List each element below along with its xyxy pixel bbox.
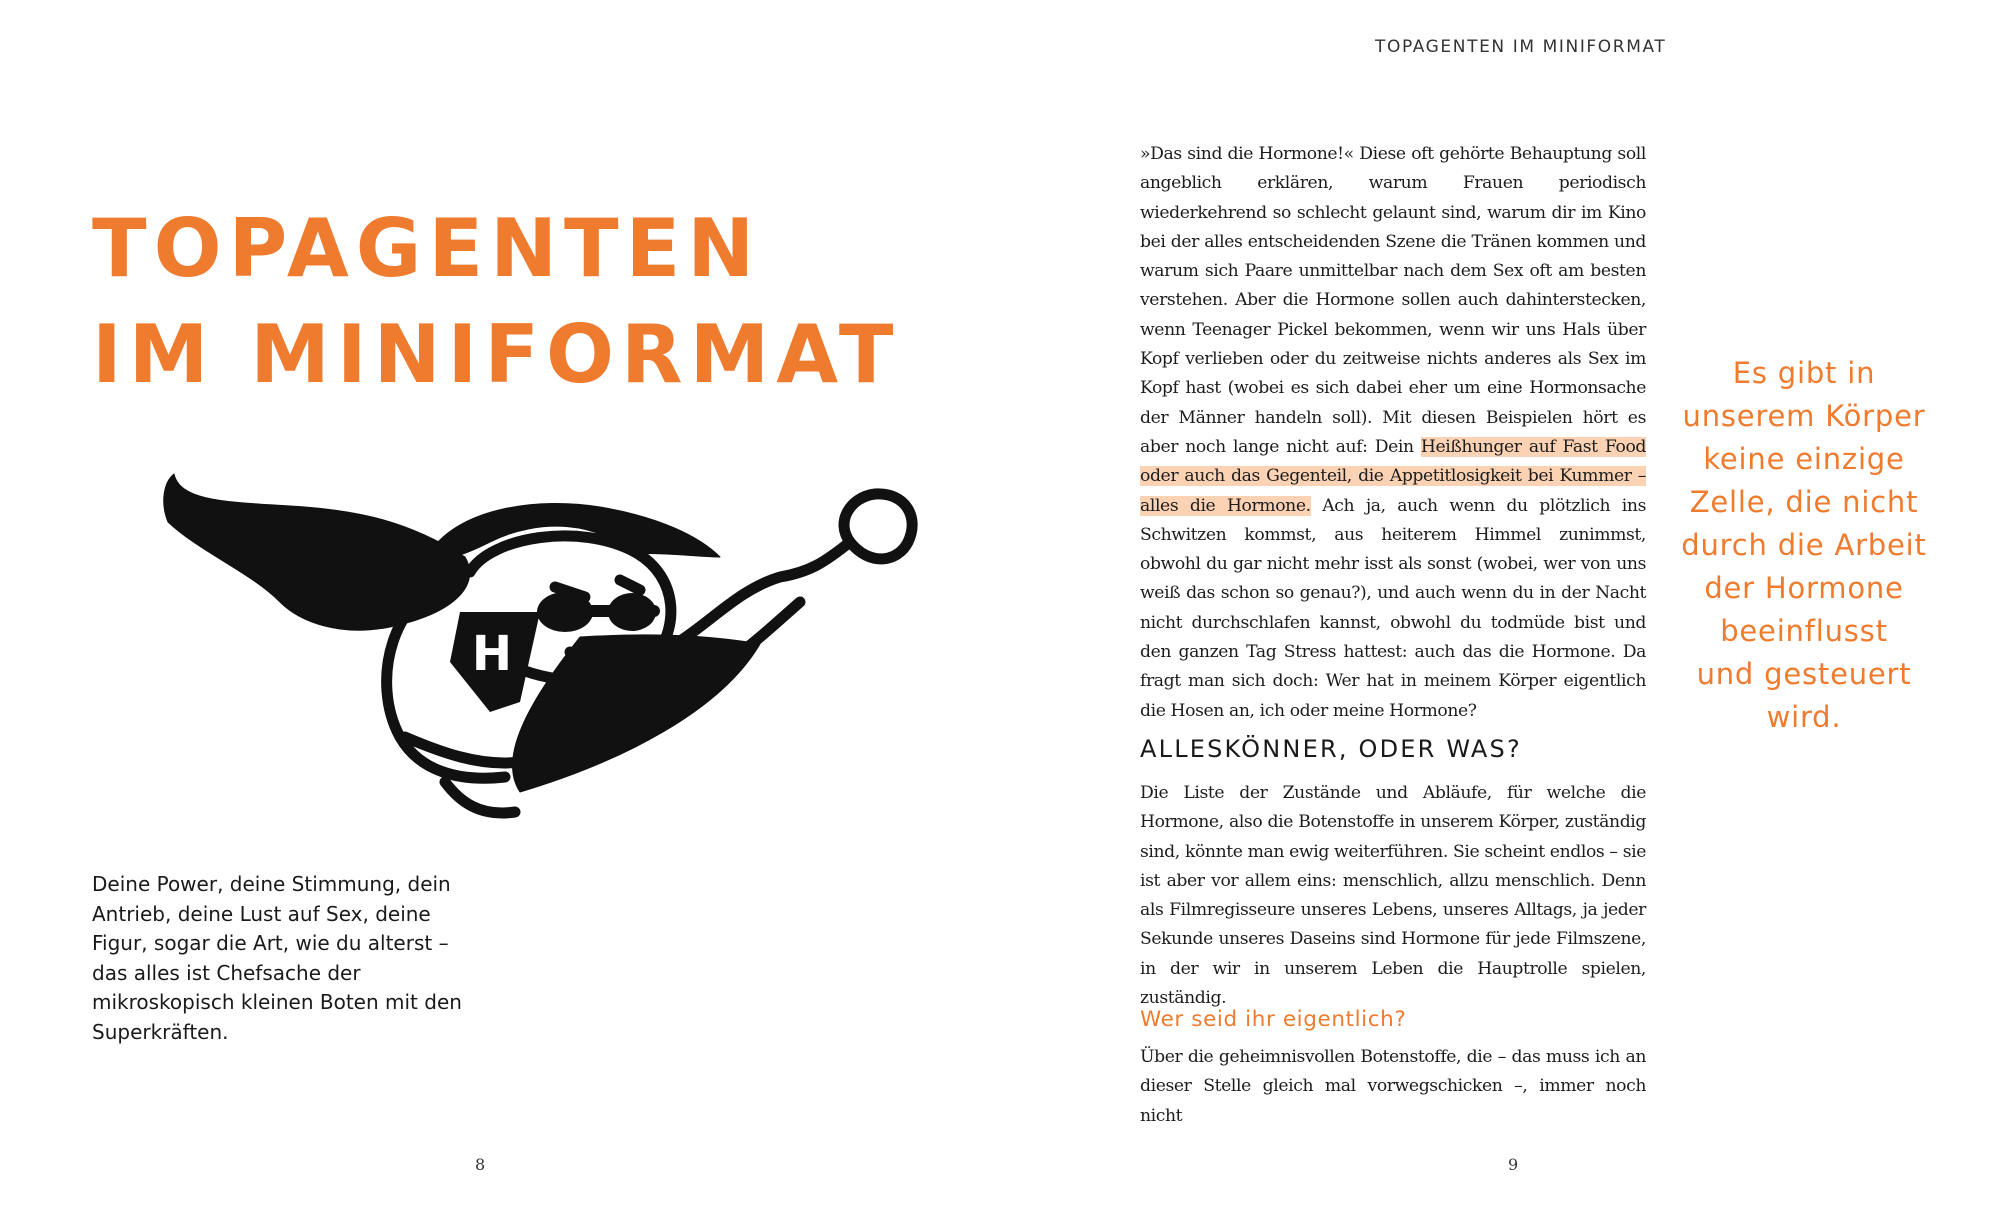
eyebrow-right xyxy=(620,580,640,590)
running-head: TOPAGENTEN IM MINIFORMAT xyxy=(1375,37,1667,57)
body-paragraph-1 xyxy=(1140,140,1646,726)
chapter-title-line-1: TOPAGENTEN xyxy=(92,202,762,295)
leg-lower-outline xyxy=(445,782,515,813)
pull-quote-line: und gesteuert xyxy=(1696,657,1912,691)
paragraph-1-text-a: »Das sind die Hormone!« Diese oft gehörte Behauptung soll angeblich erklären, warum Frauen periodisch wiederkehrend so schlecht gelaunt sind, warum dir im Kino bei der alles entscheidenden Szene die Tränen kommen und warum sich Paare unmittelbar nach dem Sex oft am besten verstehen. Aber die Hormone sollen auch dahinterstecken, wenn Teenager Pickel bekommen, wenn wir uns Hals über Kopf verlieben oder du zeitweise nichts anderes als Sex im Kopf hast (wobei es sich dabei eher um eine Hormonsache der Männer handeln soll). Mit diesen Beispielen hört es aber noch lange nicht auf: Dein xyxy=(1140,144,1646,457)
pull-quote xyxy=(1665,352,1943,739)
subsection-heading: Wer seid ihr eigentlich? xyxy=(1140,1007,1407,1032)
pull-quote-line: Es gibt in xyxy=(1732,356,1876,390)
right-page xyxy=(1000,0,2000,1212)
pull-quote-line: wird. xyxy=(1766,700,1842,734)
pull-quote-line: der Hormone xyxy=(1704,571,1904,605)
chapter-intro: Deine Power, deine Stimmung, dein Antrieb, deine Lust auf Sex, deine Figur, sogar die Art, wie du alterst – das alles ist Chefsache der mikroskopisch kleinen Boten mit den Superkräften. xyxy=(92,872,462,1044)
cape-lower-shape xyxy=(513,635,761,792)
chest-emblem-letter: H xyxy=(471,626,513,682)
cape-upper-shape xyxy=(164,474,470,630)
pull-quote-line: Zelle, die nicht xyxy=(1689,485,1919,519)
hair-shape xyxy=(430,503,720,557)
body-paragraph-2: Die Liste der Zustände und Abläufe, für welche die Hormone, also die Botenstoffe in unserem Körper, zuständig sind, könnte man ewig weiterführen. Sie scheint endlos – sie ist aber vor allem eins: menschlich, allzu menschlich. Denn als Filmregisseure unseres Lebens, unseres Alltags, ja jeder Sekunde unseres Daseins sind Hormone für jede Filmszene, in der wir in unserem Leben die Hauptrolle spielen, zuständig. xyxy=(1140,783,1646,1009)
pull-quote-line: beeinflusst xyxy=(1720,614,1888,648)
pull-quote-line: unserem Körper xyxy=(1682,399,1926,433)
chapter-title xyxy=(92,196,900,408)
body-paragraph-3: Über die geheimnisvollen Botenstoffe, die – das muss ich an dieser Stelle gleich mal vorwegschicken –, immer noch nicht xyxy=(1140,1047,1646,1126)
chapter-title-line-2: IM MINIFORMAT xyxy=(92,308,901,401)
page-number-left: 8 xyxy=(475,1155,486,1174)
paragraph-1-text-b: Ach ja, auch wenn du plötzlich ins Schwitzen kommst, aus heiterem Himmel zunimmst, obwohl du gar nicht mehr isst als sonst (wobei, wer von uns weiß das schon so genau?), und auch wenn du in der Nacht nicht durchschlafen kannst, obwohl du todmüde bist und den ganzen Tag Stress hattest: auch das die Hormone. Da fragt man sich doch: Wer hat in meinem Körper eigentlich die Hosen an, ich oder meine Hormone? xyxy=(1140,495,1646,721)
mask-band xyxy=(540,605,660,617)
section-heading: ALLESKÖNNER, ODER WAS? xyxy=(1140,735,1522,763)
pull-quote-line: keine einzige xyxy=(1703,442,1905,476)
highlighted-passage: Heißhunger auf Fast Food oder auch das Gegenteil, die Appetitlosigkeit bei Kummer – alles die Hormone. xyxy=(1140,436,1646,516)
pull-quote-line: durch die Arbeit xyxy=(1681,528,1927,562)
superhero-hormone-illustration-icon xyxy=(160,462,960,842)
page-number-right: 9 xyxy=(1508,1155,1519,1174)
fist-outline xyxy=(844,494,912,559)
